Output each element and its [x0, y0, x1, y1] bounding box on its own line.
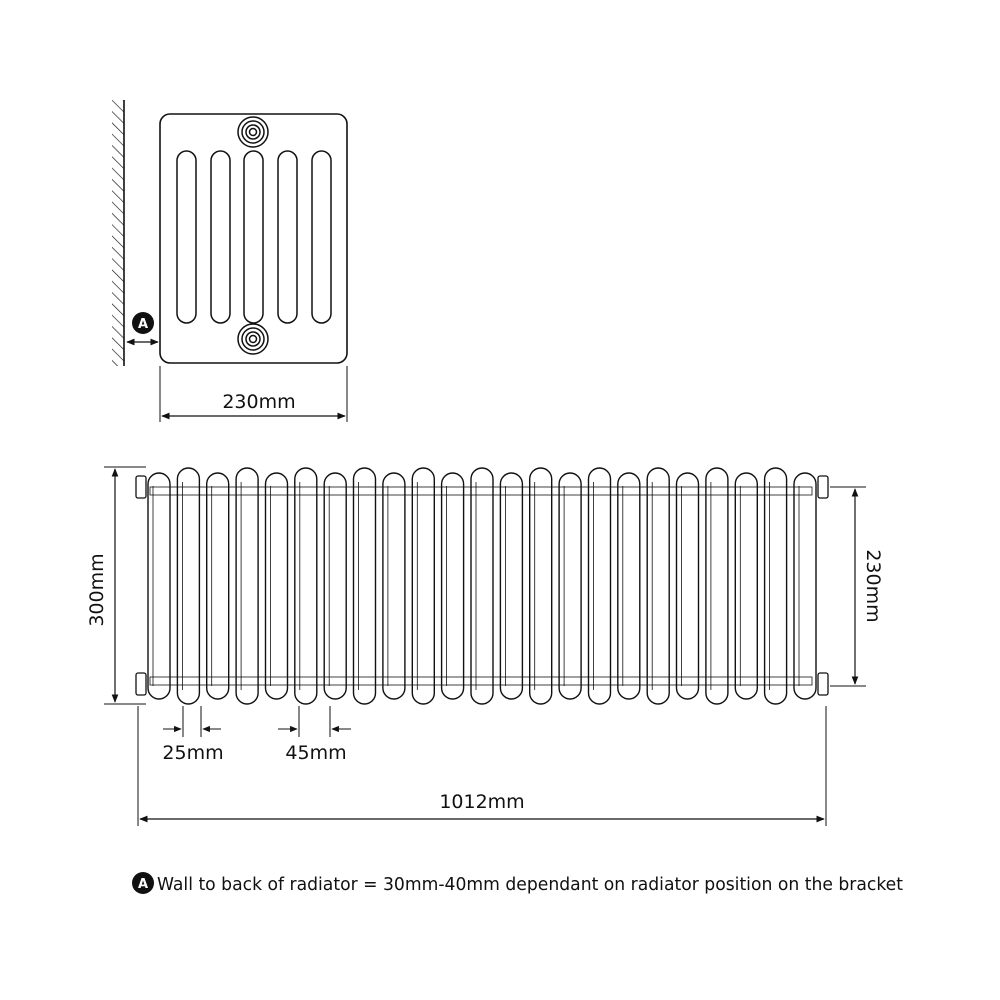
valve-top-right-icon [818, 476, 828, 498]
radiator-column [471, 468, 493, 704]
radiator-column [236, 468, 258, 704]
radiator-column [207, 473, 229, 699]
gap-dimension [162, 706, 223, 764]
centres-label: 230mm [862, 549, 884, 623]
radiator-column [383, 473, 405, 699]
centres-dimension [830, 487, 884, 686]
radiator-column [559, 473, 581, 699]
radiator-column [148, 473, 170, 699]
radiator-column [442, 473, 464, 699]
radiator-column [354, 468, 376, 704]
overall-width-label: 1012mm [439, 791, 525, 813]
radiator-column [794, 473, 816, 699]
footnote-text: Wall to back of radiator = 30mm-40mm dependant on radiator position on the bracket [157, 874, 903, 895]
radiator-column [589, 468, 611, 704]
radiator-column [324, 473, 346, 699]
radiator-column [765, 468, 787, 704]
radiator-column [677, 473, 699, 699]
wall-gap-marker [132, 312, 154, 334]
height-dimension [86, 467, 146, 704]
side-view [112, 100, 347, 422]
radiator-column [706, 468, 728, 704]
radiator-column [647, 468, 669, 704]
valve-bottom-right-icon [818, 673, 828, 695]
valve-bottom-left-icon [136, 673, 146, 695]
overall-width-dimension [138, 706, 826, 826]
footnote-marker-letter: A [137, 877, 149, 892]
wall-hatching [112, 100, 124, 366]
wall [112, 100, 124, 366]
radiator-column [412, 468, 434, 704]
valve-top-left-icon [136, 476, 146, 498]
radiator-column [500, 473, 522, 699]
front-view [86, 467, 884, 826]
radiator-column [177, 468, 199, 704]
radiator-column [530, 468, 552, 704]
radiator-column [618, 473, 640, 699]
height-label: 300mm [86, 553, 108, 627]
side-width-label: 230mm [222, 391, 296, 413]
footnote [132, 872, 903, 895]
gap-label: 25mm [162, 742, 224, 764]
radiator-column [735, 473, 757, 699]
side-width-dimension [160, 366, 347, 422]
pitch-label: 45mm [285, 742, 347, 764]
wall-gap-marker-letter: A [137, 317, 149, 332]
pitch-dimension [278, 706, 351, 764]
radiator-column [295, 468, 317, 704]
radiator-column [266, 473, 288, 699]
radiator-columns [148, 468, 816, 704]
